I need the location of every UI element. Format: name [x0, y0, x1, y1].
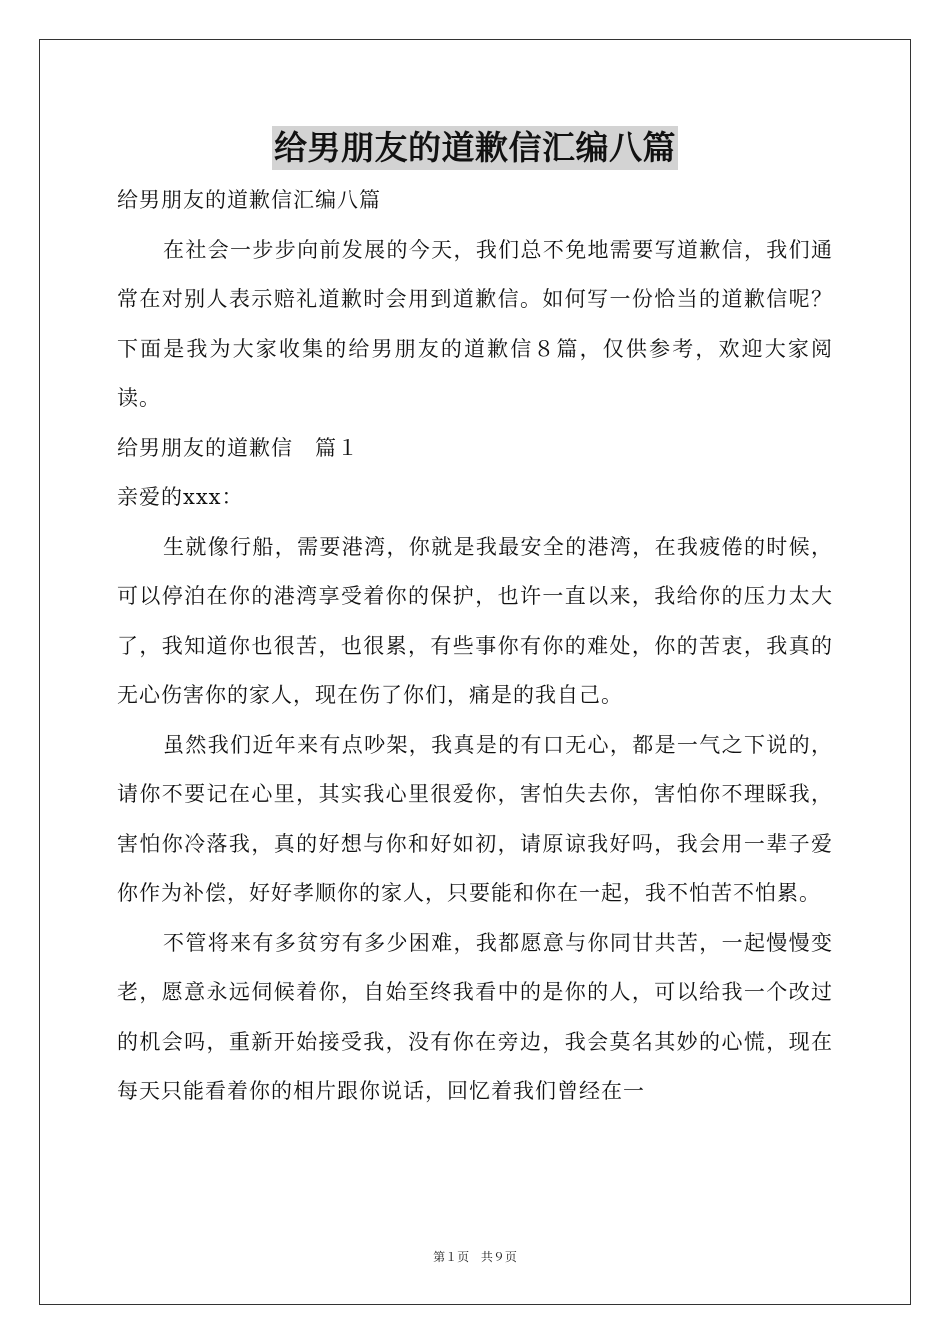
- page-total: 共９页: [480, 1250, 517, 1264]
- page-footer: [0, 1248, 950, 1265]
- body-paragraph: 生就像行船，需要港湾，你就是我最安全的港湾，在我疲倦的时候，可以停泊在你的港湾享受着你的保护，也许一直以来，我给你的压力太大了，我知道你也很苦，也很累，有些事你有你的难处，你的苦衷，我真的无心伤害你的家人，现在伤了你们，痛是的我自己。: [117, 534, 833, 707]
- page-number: 第１页: [433, 1250, 470, 1264]
- body-paragraph: 不管将来有多贫穷有多少困难，我都愿意与你同甘共苦，一起慢慢变老，愿意永远伺候着你，自始至终我看中的是你的人，可以给我一个改过的机会吗，重新开始接受我，没有你在旁边，我会莫名其妙的心慌，现在每天只能看着你的相片跟你说话，回忆着我们曾经在一: [117, 930, 833, 1103]
- salutation: 亲爱的xxx：: [117, 485, 244, 509]
- document-title: 给男朋友的道歉信汇编八篇: [272, 126, 678, 170]
- subtitle-line: 给男朋友的道歉信汇编八篇: [117, 188, 381, 212]
- intro-paragraph: 在社会一步步向前发展的今天，我们总不免地需要写道歉信，我们通常在对别人表示赔礼道歉时会用到道歉信。如何写一份恰当的道歉信呢？下面是我为大家收集的给男朋友的道歉信８篇，仅供参考，欢迎大家阅读。: [117, 237, 833, 410]
- section-heading: 给男朋友的道歉信 篇１: [117, 435, 359, 460]
- body-paragraph: 虽然我们近年来有点吵架，我真是的有口无心，都是一气之下说的，请你不要记在心里，其实我心里很爱你，害怕失去你，害怕你不理睬我，害怕你冷落我，真的好想与你和好如初，请原谅我好吗，我会用一辈子爱你作为补偿，好好孝顺你的家人，只要能和你在一起，我不怕苦不怕累。: [117, 732, 833, 905]
- title-container: [0, 126, 950, 170]
- document-body: [117, 176, 833, 1117]
